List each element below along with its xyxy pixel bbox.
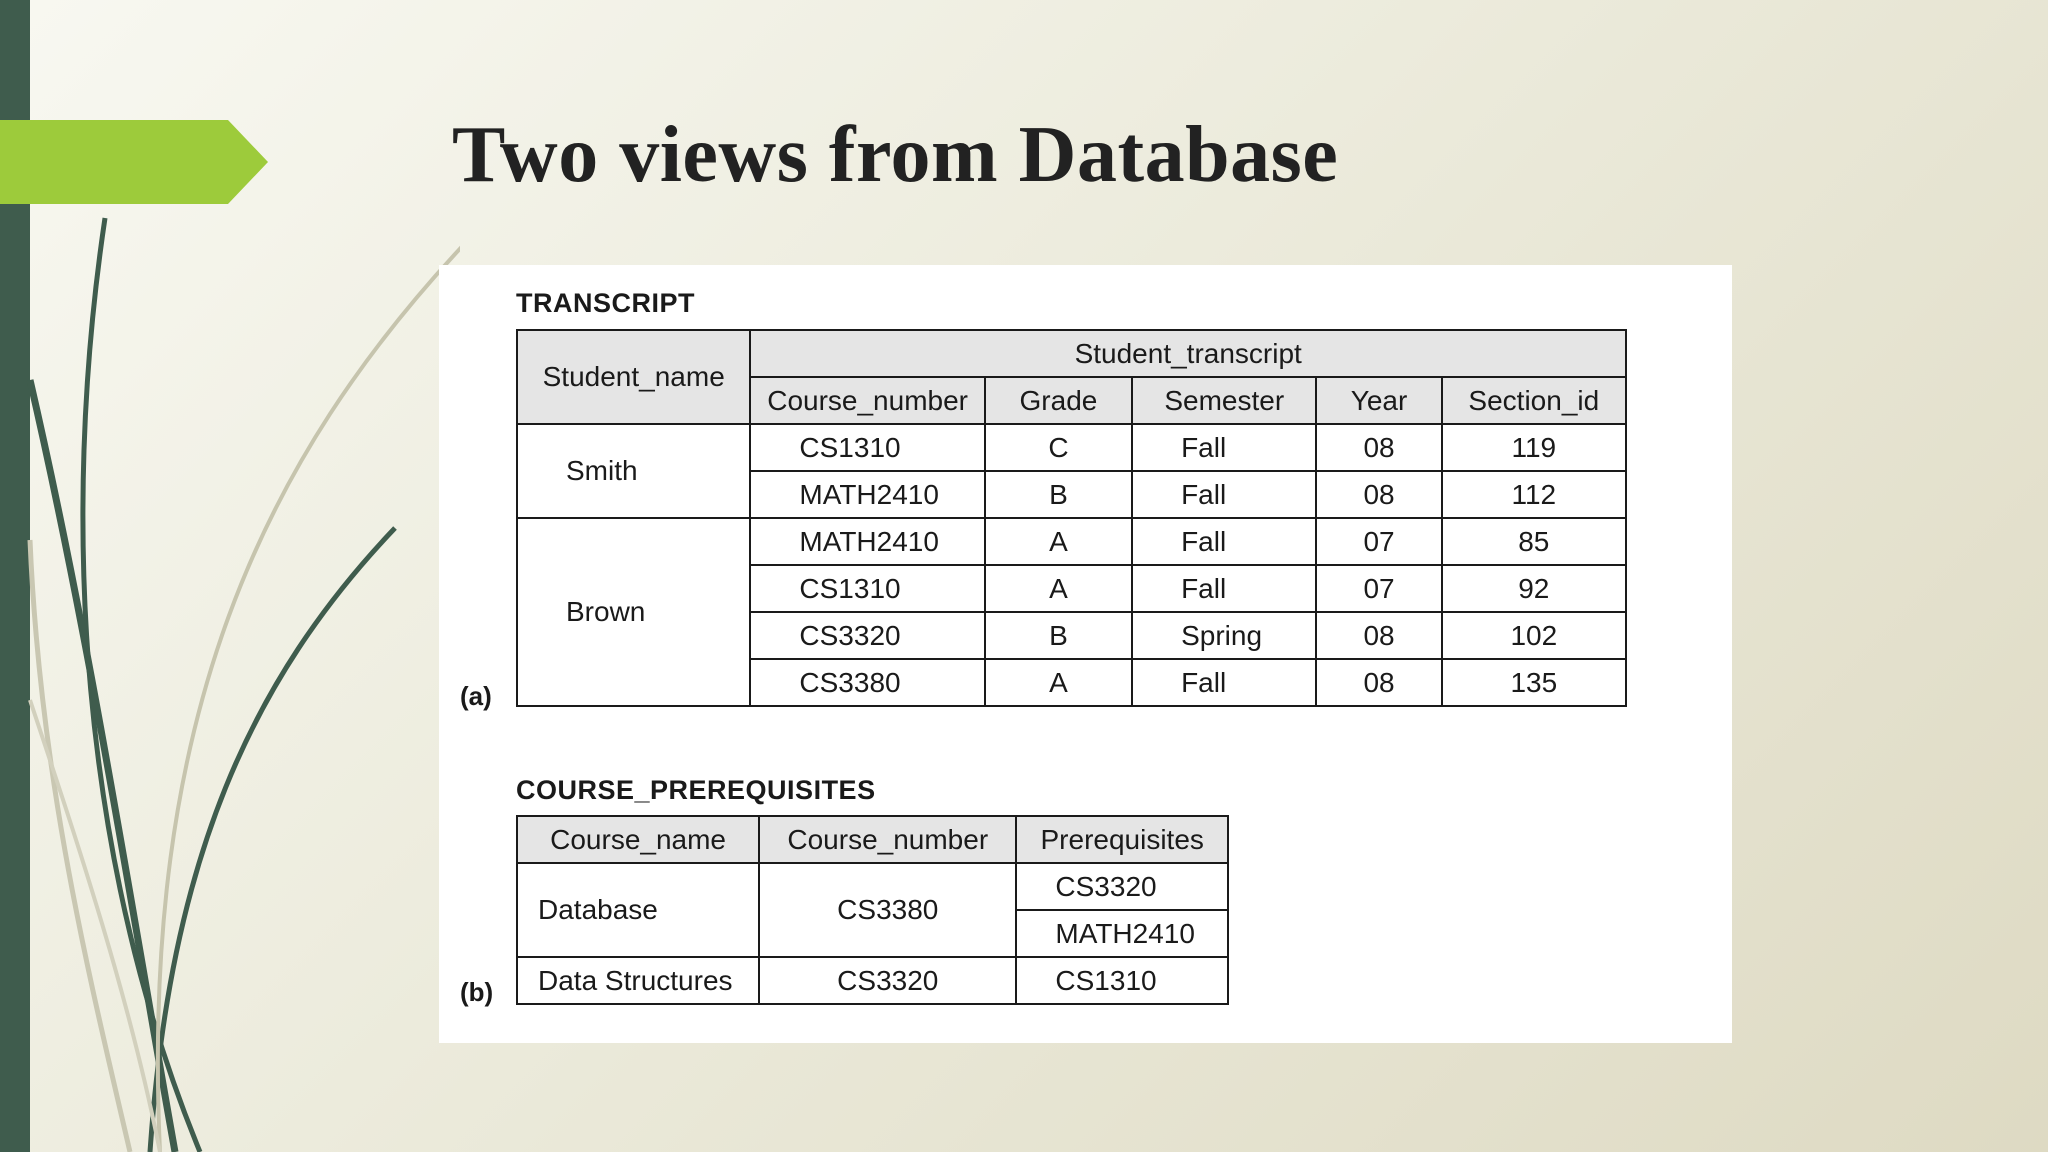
grade-cell: C — [985, 424, 1132, 471]
semester-header: Semester — [1132, 377, 1316, 424]
course-number-header: Course_number — [759, 816, 1016, 863]
grade-cell: B — [985, 612, 1132, 659]
course-number-cell: MATH2410 — [750, 518, 984, 565]
semester-cell: Fall — [1132, 659, 1316, 706]
figure-b-label: (b) — [460, 977, 494, 1007]
transcript-table — [516, 329, 1627, 707]
course-number-cell: CS3380 — [750, 659, 984, 706]
year-header: Year — [1316, 377, 1441, 424]
year-cell: 07 — [1316, 565, 1441, 612]
course-number-cell: CS1310 — [750, 424, 984, 471]
grade-cell: A — [985, 565, 1132, 612]
course-number-cell: CS3320 — [750, 612, 984, 659]
header-row — [517, 816, 1228, 863]
course-number-header: Course_number — [750, 377, 984, 424]
student-name-cell: Smith — [517, 424, 750, 518]
semester-cell: Fall — [1132, 565, 1316, 612]
course-number-cell: MATH2410 — [750, 471, 984, 518]
section-id-header: Section_id — [1442, 377, 1626, 424]
transcript-caption: TRANSCRIPT — [516, 288, 695, 318]
table-row — [517, 424, 1626, 471]
prerequisites-caption: COURSE_PREREQUISITES — [516, 775, 876, 805]
course-name-cell: Database — [517, 863, 759, 957]
grade-cell: A — [985, 659, 1132, 706]
section-id-cell: 92 — [1442, 565, 1626, 612]
year-cell: 08 — [1316, 424, 1441, 471]
course-name-cell: Data Structures — [517, 957, 759, 1004]
student-name-header: Student_name — [517, 330, 750, 424]
course-number-cell: CS3320 — [759, 957, 1016, 1004]
course-number-cell: CS3380 — [759, 863, 1016, 957]
section-id-cell: 112 — [1442, 471, 1626, 518]
grade-header: Grade — [985, 377, 1132, 424]
course-name-header: Course_name — [517, 816, 759, 863]
prerequisite-cell: CS1310 — [1016, 957, 1228, 1004]
student-name-cell: Brown — [517, 518, 750, 706]
figure-a-label: (a) — [460, 681, 492, 711]
year-cell: 08 — [1316, 471, 1441, 518]
prerequisite-cell: CS3320 — [1016, 863, 1228, 910]
header-row — [517, 330, 1626, 377]
prerequisite-cell: MATH2410 — [1016, 910, 1228, 957]
semester-cell: Fall — [1132, 518, 1316, 565]
prerequisites-header: Prerequisites — [1016, 816, 1228, 863]
semester-cell: Fall — [1132, 471, 1316, 518]
section-id-cell: 135 — [1442, 659, 1626, 706]
year-cell: 08 — [1316, 612, 1441, 659]
title-arrow-marker — [0, 120, 268, 204]
slide-title: Two views from Database — [452, 111, 1339, 199]
course-prerequisites-table — [516, 815, 1229, 1005]
grade-cell: A — [985, 518, 1132, 565]
course-number-cell: CS1310 — [750, 565, 984, 612]
year-cell: 08 — [1316, 659, 1441, 706]
student-transcript-header: Student_transcript — [750, 330, 1626, 377]
semester-cell: Spring — [1132, 612, 1316, 659]
table-row — [517, 518, 1626, 565]
table-row — [517, 957, 1228, 1004]
section-id-cell: 119 — [1442, 424, 1626, 471]
table-row — [517, 863, 1228, 910]
section-id-cell: 102 — [1442, 612, 1626, 659]
grade-cell: B — [985, 471, 1132, 518]
semester-cell: Fall — [1132, 424, 1316, 471]
section-id-cell: 85 — [1442, 518, 1626, 565]
year-cell: 07 — [1316, 518, 1441, 565]
